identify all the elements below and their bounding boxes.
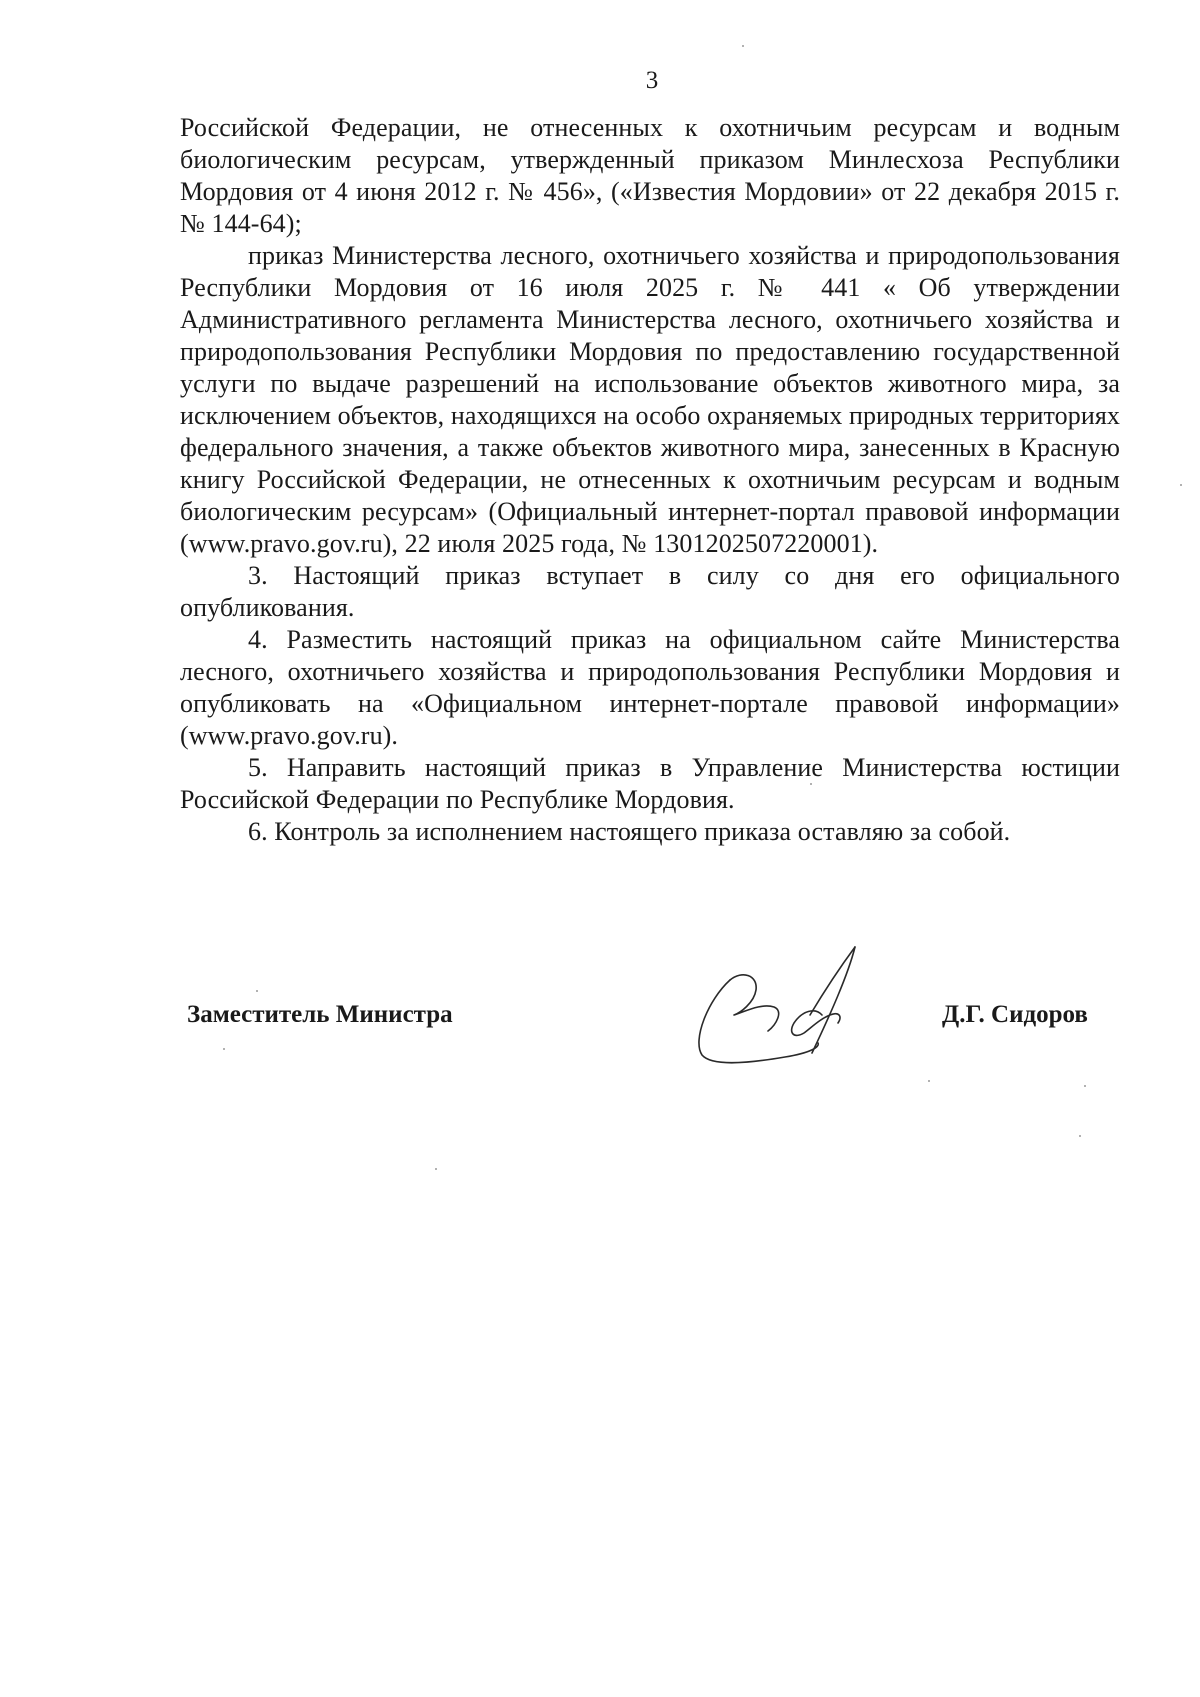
scan-speck [1084,1085,1086,1087]
scan-speck [256,990,258,992]
scan-speck [223,1048,225,1050]
scan-speck [435,1168,437,1170]
paragraph-item-6: 6. Контроль за исполнением настоящего приказа оставляю за собой. [248,817,1011,846]
signatory-position: Заместитель Министра [187,1001,453,1028]
paragraph-item-4: 4. Разместить настоящий приказ на официальном сайте Министерства лесного, охотничьего хозяйства и природопользования Республики Мордовия и опубликовать на «Официальном интернет-портале правовой информации» (www.pravo.gov.ru). [180,625,1120,750]
handwritten-signature [690,945,890,1065]
paragraph-item-3: 3. Настоящий приказ вступает в силу со дня его официального опубликования. [180,561,1120,622]
page-number: 3 [645,67,659,94]
signatory-name: Д.Г. Сидоров [942,1001,1088,1028]
paragraph-order-reference: приказ Министерства лесного, охотничьего хозяйства и природопользования Республики Мордовия от 16 июля 2025 г. № 441 « Об утверждении Административного регламента Министерства лесного, охотничьего хозяйства и природопользования Республики Мордовия по предоставлению государственной услуги по выдаче разрешений на использование объектов животного мира, за исключением объектов, находящихся на особо охраняемых природных территориях федерального значения, а также объектов животного мира, занесенных в Красную книгу Российской Федерации, не отнесенных к охотничьим ресурсам и водным биологическим ресурсам» (Официальный интернет-портал правовой информации (www.pravo.gov.ru), 22 июля 2025 года, № 1301202507220001). [180,241,1120,558]
paragraph-continuation: Российской Федерации, не отнесенных к охотничьим ресурсам и водным биологическим ресурсам, утвержденный приказом Минлесхоза Республики Мордовия от 4 июня 2012 г. № 456», («Известия Мордовии» от 22 декабря 2015 г. № 144-64); [180,113,1120,238]
document-body [180,112,1120,848]
paragraph-item-5: 5. Направить настоящий приказ в Управление Министерства юстиции Российской Федерации по Республике Мордовия. [180,753,1120,814]
scan-speck [810,783,812,785]
scan-speck [1180,484,1182,486]
scan-speck [928,1080,930,1082]
scan-speck [742,45,744,47]
scan-speck [1079,1135,1081,1137]
